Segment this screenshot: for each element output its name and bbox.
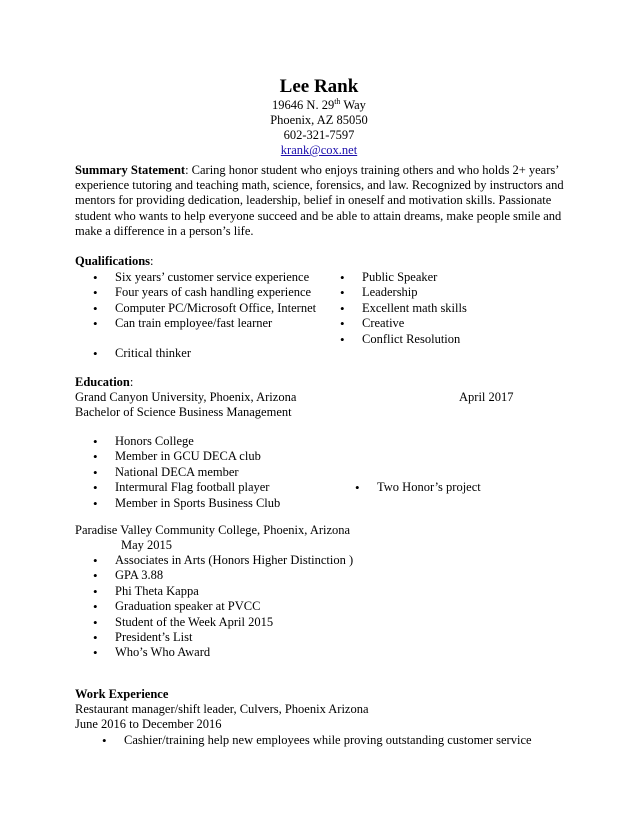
work-bullet-list xyxy=(102,733,532,748)
list-item: • President’s List xyxy=(93,630,353,645)
list-item: • Member in Sports Business Club xyxy=(93,496,280,511)
education-colon: : xyxy=(129,375,134,389)
list-item: • Phi Theta Kappa xyxy=(93,584,353,599)
list-item: • Public Speaker xyxy=(340,270,467,285)
list-item: • Computer PC/Microsoft Office, Internet xyxy=(93,301,316,316)
list-item: • Creative xyxy=(340,316,467,331)
list-item: • Conflict Resolution xyxy=(340,332,467,347)
list-item: • Intermural Flag football player xyxy=(93,480,280,495)
work-dates: June 2016 to December 2016 xyxy=(75,717,222,731)
qualifications-extra-list xyxy=(93,346,191,361)
summary-statement xyxy=(75,163,575,239)
qualifications-left-list xyxy=(93,270,316,332)
list-item: • Critical thinker xyxy=(93,346,191,361)
gcu-right-bullet-list xyxy=(355,480,481,495)
list-item: • Member in GCU DECA club xyxy=(93,449,280,464)
list-item: • Associates in Arts (Honors Higher Distinction ) xyxy=(93,553,353,568)
gcu-date: April 2017 xyxy=(459,390,514,404)
list-item: • Can train employee/fast learner xyxy=(93,316,316,331)
city-state-zip: Phoenix, AZ 85050 xyxy=(270,113,368,127)
list-item: • Honors College xyxy=(93,434,280,449)
education-heading xyxy=(75,375,133,390)
list-item: • Who’s Who Award xyxy=(93,645,353,660)
list-item: • GPA 3.88 xyxy=(93,568,353,583)
street-address-main: 19646 N. 29 xyxy=(272,98,335,112)
street-address-suffix: th xyxy=(334,96,341,106)
list-item: • Student of the Week April 2015 xyxy=(93,615,353,630)
pvcc-bullet-list xyxy=(93,553,353,661)
phone-number: 602-321-7597 xyxy=(283,128,355,142)
qualifications-label: Qualifications xyxy=(75,254,151,268)
list-item: • Leadership xyxy=(340,285,467,300)
work-experience-heading: Work Experience xyxy=(75,687,169,701)
gcu-bullet-list xyxy=(93,434,280,511)
list-item: • Excellent math skills xyxy=(340,301,467,316)
list-item: • Graduation speaker at PVCC xyxy=(93,599,353,614)
work-role: Restaurant manager/shift leader, Culvers, Phoenix Arizona xyxy=(75,702,369,716)
list-item: • Four years of cash handling experience xyxy=(93,285,316,300)
list-item: • Two Honor’s project xyxy=(355,480,481,495)
gcu-degree: Bachelor of Science Business Management xyxy=(75,405,292,419)
gcu-school: Grand Canyon University, Phoenix, Arizona xyxy=(75,390,297,404)
summary-text: : Caring honor student who enjoys training others and who holds 2+ years’ experience tutoring and teaching math, science, forensics, and law. Recognized by instructors and mentors for providing dedication, leadership, belief in oneself and motivation skills. Passionate student who wants to help everyone succeed and be able to attain dreams, make people smile and make a difference in a person’s life. xyxy=(75,163,564,238)
pvcc-date: May 2015 xyxy=(121,538,173,552)
email-line xyxy=(0,143,638,158)
qualifications-heading xyxy=(75,254,154,269)
list-item: • Cashier/training help new employees while proving outstanding customer service xyxy=(102,733,532,748)
summary-label: Summary Statement xyxy=(75,163,186,177)
qualifications-right-list xyxy=(340,270,467,347)
street-address xyxy=(0,98,638,113)
list-item: • Six years’ customer service experience xyxy=(93,270,316,285)
education-label: Education xyxy=(75,375,130,389)
candidate-name: Lee Rank xyxy=(279,76,359,97)
street-address-end: Way xyxy=(340,98,366,112)
email-link[interactable]: krank@cox.net xyxy=(280,143,358,157)
qualifications-colon: : xyxy=(150,254,154,268)
list-item: • National DECA member xyxy=(93,465,280,480)
pvcc-school: Paradise Valley Community College, Phoenix, Arizona xyxy=(75,523,351,537)
